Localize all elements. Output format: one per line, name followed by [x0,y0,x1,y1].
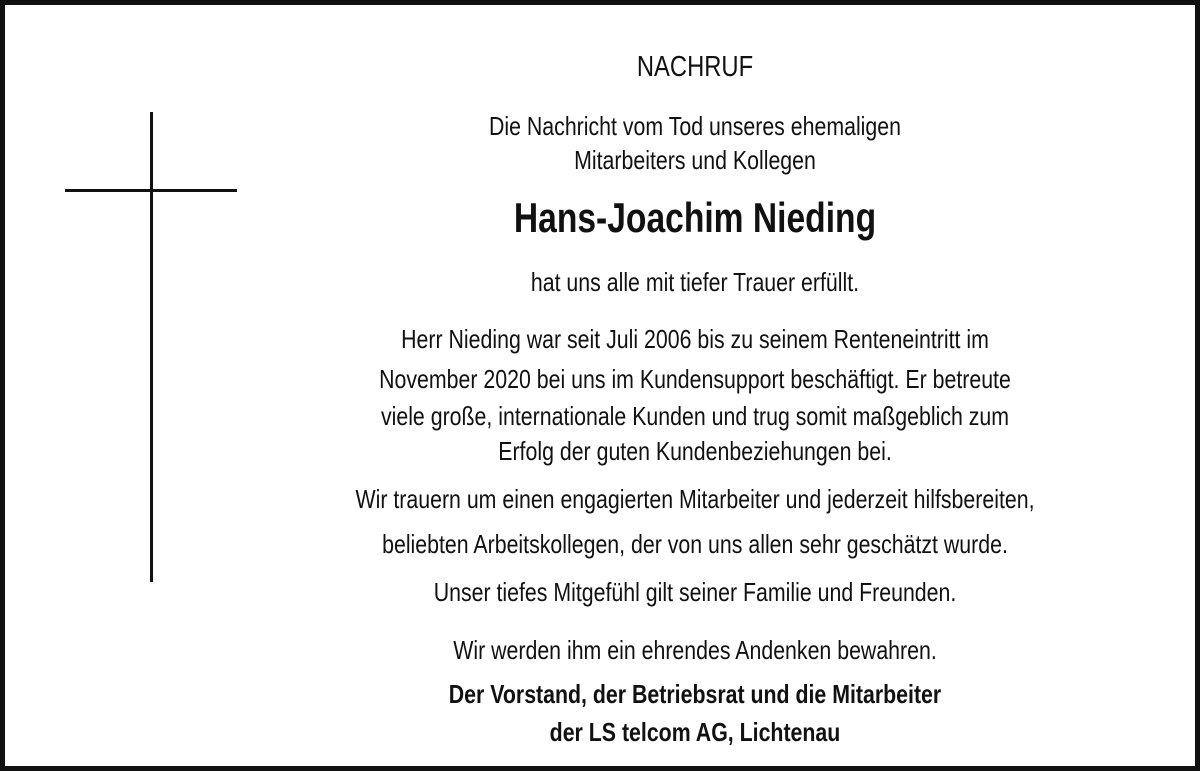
paragraph2-line-1: Wir trauern um einen engagierten Mitarbeiter und jederzeit hilfsbereiten, [355,484,1035,514]
paragraph2-line-2: beliebten Arbeitskollegen, der von uns allen sehr geschätzt wurde. [382,529,1008,559]
paragraph1-line-1: Herr Nieding war seit Juli 2006 bis zu seinem Renteneintritt im [401,324,989,354]
subline: hat uns alle mit tiefer Trauer erfüllt. [530,267,860,297]
signature-line-2: der LS telcom AG, Lichtenau [549,717,841,747]
memory-line: Wir werden ihm ein ehrendes Andenken bewahren. [453,635,937,665]
intro-line-1: Die Nachricht vom Tod unseres ehemaligen [488,111,901,141]
cross-vertical-bar [150,112,153,582]
intro-line-2: Mitarbeiters und Kollegen [574,145,816,175]
sympathy-line: Unser tiefes Mitgefühl gilt seiner Familie und Freunden. [433,577,957,607]
cross-horizontal-bar [65,189,237,192]
signature-line-1: Der Vorstand, der Betriebsrat und die Mitarbeiter [448,679,942,709]
deceased-name: Hans-Joachim Nieding [513,194,877,241]
paragraph1-line-4: Erfolg der guten Kundenbeziehungen bei. [498,436,892,466]
paragraph1-line-3: viele große, internationale Kunden und trug somit maßgeblich zum [380,401,1010,431]
notice-heading: NACHRUF [636,51,754,83]
paragraph1-line-2: November 2020 bei uns im Kundensupport beschäftigt. Er betreute [379,364,1011,394]
